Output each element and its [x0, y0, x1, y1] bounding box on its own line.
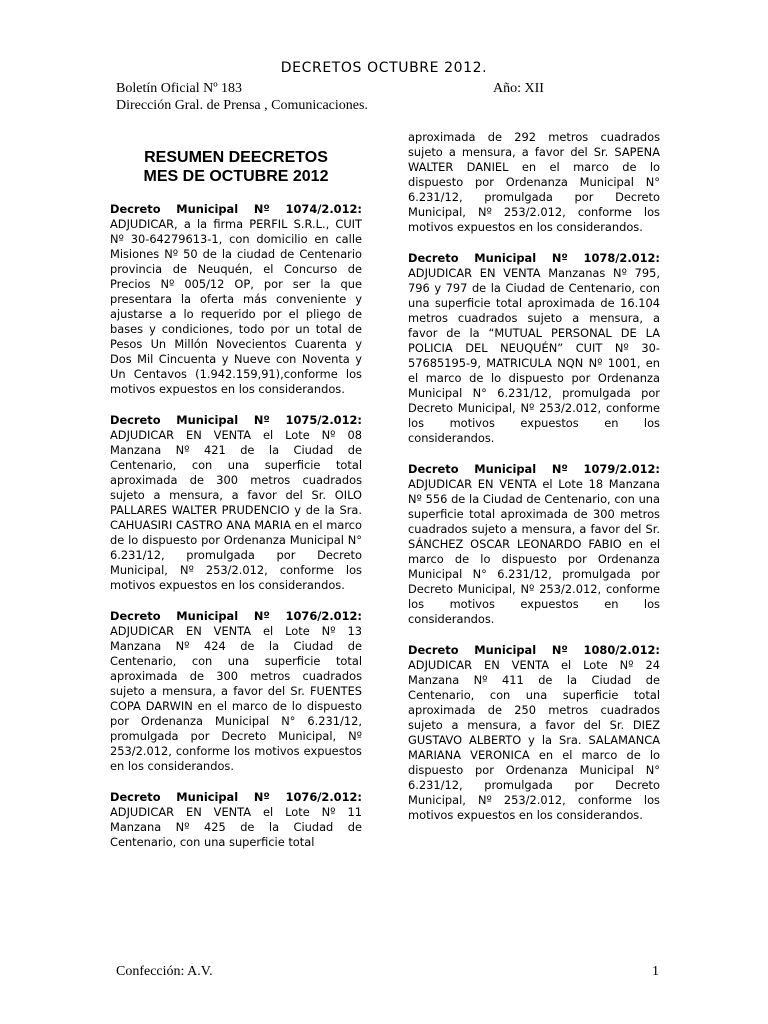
decree-item	[408, 251, 660, 446]
decree-item	[408, 643, 660, 823]
decree-item	[110, 202, 362, 397]
decree-heading: Decreto Municipal Nº 1076/2.012:	[110, 790, 362, 804]
bulletin-year: Año: XII	[493, 81, 544, 96]
decree-heading: Decreto Municipal Nº 1080/2.012:	[408, 643, 660, 657]
footer-author: Confección: A.V.	[116, 964, 213, 979]
page-number: 1	[652, 964, 659, 979]
decree-heading: Decreto Municipal Nº 1078/2.012:	[408, 251, 660, 265]
decree-heading: Decreto Municipal Nº 1075/2.012:	[110, 413, 362, 427]
page-title: DECRETOS OCTUBRE 2012.	[280, 60, 488, 76]
decree-heading: Decreto Municipal Nº 1074/2.012:	[110, 202, 362, 216]
summary-title-line-2: MES DE OCTUBRE 2012	[143, 168, 329, 185]
decree-body: ADJUDICAR EN VENTA el Lote 18 Manzana Nº 556 de la Ciudad de Centenario, con una superficie total aproximada de 300 metros cuadrados sujeto a mensura, a favor del Sr. SÁNCHEZ OSCAR LEONARDO FABIO en el marco de lo dispuesto por Ordenanza Municipal N° 6.231/12, promulgada por Decreto Municipal, Nº 253/2.012, conforme los motivos expuestos en los considerandos.	[408, 477, 660, 626]
decree-item	[110, 609, 362, 774]
department-line: Dirección Gral. de Prensa , Comunicaciones.	[116, 98, 368, 113]
summary-title-line-1: RESUMEN DEECRETOS	[144, 149, 328, 166]
decree-body: ADJUDICAR EN VENTA el Lote Nº 13 Manzana Nº 424 de la Ciudad de Centenario, con una superficie total aproximada de 300 metros cuadrados sujeto a mensura, a favor del Sr. FUENTES COPA DARWIN en el marco de lo dispuesto por Ordenanza Municipal N° 6.231/12, promulgada por Decreto Municipal, Nº 253/2.012, conforme los motivos expuestos en los considerandos.	[110, 624, 362, 773]
decree-body: ADJUDICAR EN VENTA Manzanas Nº 795, 796 y 797 de la Ciudad de Centenario, con una superficie total aproximada de 16.104 metros cuadrados sujeto a mensura, a favor de la “MUTUAL PERSONAL DE LA POLICIA DEL NEUQUÉN” CUIT Nº 30-57685195-9, MATRICULA NQN Nº 1001, en el marco de lo dispuesto por Ordenanza Municipal N° 6.231/12, promulgada por Decreto Municipal, Nº 253/2.012, conforme los motivos expuestos en los considerandos.	[408, 266, 660, 445]
decree-item	[110, 790, 362, 850]
decree-body: ADJUDICAR, a la firma PERFIL S.R.L., CUIT Nº 30-64279613-1, con domicilio en calle Misiones Nº 50 de la ciudad de Centenario provincia de Neuquén, el Concurso de Precios Nº 005/12 OP, por ser la que presentara la oferta más conveniente y ajustarse a lo requerido por el pliego de bases y condiciones, todo por un total de Pesos Un Millón Novecientos Cuarenta y Dos Mil Cincuenta y Nueve con Noventa y Un Centavos (1.942.159,91),conforme los motivos expuestos en los considerandos.	[110, 217, 362, 396]
decree-item	[408, 462, 660, 627]
decree-body: ADJUDICAR EN VENTA el Lote Nº 11 Manzana Nº 425 de la Ciudad de Centenario, con una superficie total	[110, 805, 362, 849]
left-column	[110, 148, 362, 866]
bulletin-number: Boletín Oficial Nº 183	[116, 81, 243, 96]
summary-title	[110, 148, 362, 186]
decree-heading: Decreto Municipal Nº 1076/2.012:	[110, 609, 362, 623]
decree-heading: Decreto Municipal Nº 1079/2.012:	[408, 462, 660, 476]
right-column	[408, 130, 660, 839]
bulletin-line	[116, 80, 566, 97]
decree-item	[110, 413, 362, 593]
decree-body: ADJUDICAR EN VENTA el Lote Nº 24 Manzana Nº 411 de la Ciudad de Centenario, con una superficie total aproximada de 250 metros cuadrados sujeto a mensura, a favor del Sr. DIEZ GUSTAVO ALBERTO y la Sra. SALAMANCA MARIANA VERONICA en el marco de lo dispuesto por Ordenanza Municipal N° 6.231/12, promulgada por Decreto Municipal, Nº 253/2.012, conforme los motivos expuestos en los considerandos.	[408, 658, 660, 822]
decree-continuation: aproximada de 292 metros cuadrados sujeto a mensura, a favor del Sr. SAPENA WALTER DANIEL en el marco de lo dispuesto por Ordenanza Municipal N° 6.231/12, promulgada por Decreto Municipal, Nº 253/2.012, conforme los motivos expuestos en los considerandos.	[408, 130, 660, 234]
decree-body: ADJUDICAR EN VENTA el Lote Nº 08 Manzana Nº 421 de la Ciudad de Centenario, con una superficie total aproximada de 300 metros cuadrados sujeto a mensura, a favor del Sr. OILO PALLARES WALTER PRUDENCIO y de la Sra. CAHUASIRI CASTRO ANA MARIA en el marco de lo dispuesto por Ordenanza Municipal N° 6.231/12, promulgada por Decreto Municipal, Nº 253/2.012, conforme los motivos expuestos en los considerandos.	[110, 428, 362, 592]
